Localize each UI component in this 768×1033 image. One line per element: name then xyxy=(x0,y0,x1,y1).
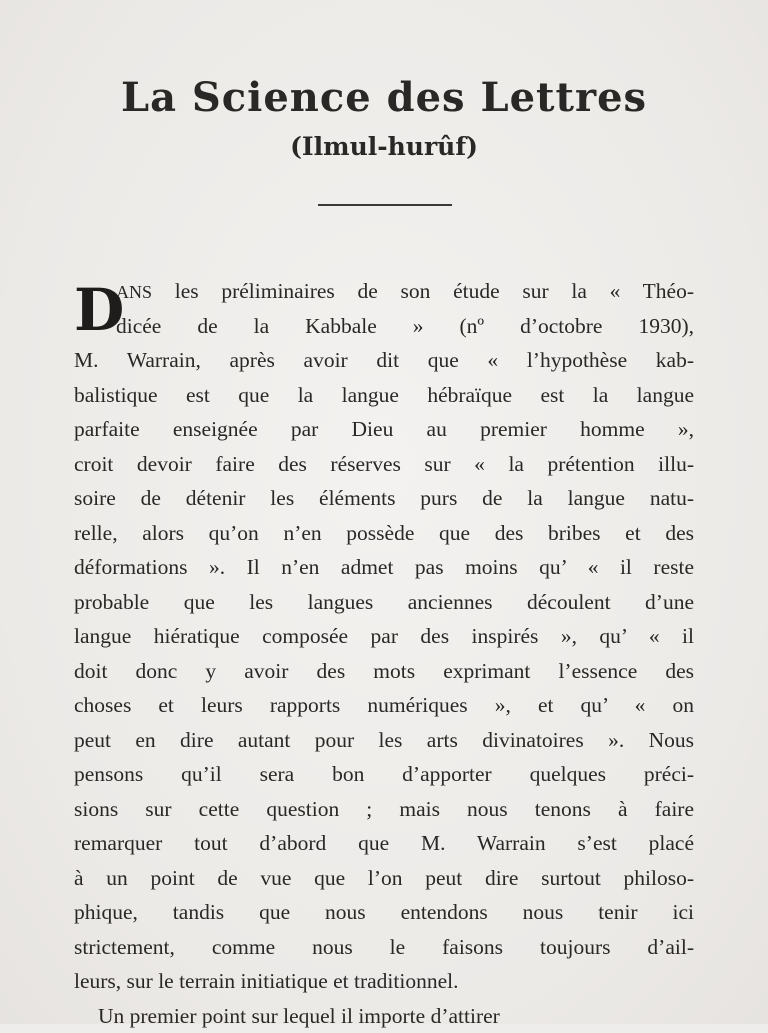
text-line: remarquer tout d’abord que M. Warrain s’est placé xyxy=(74,826,694,861)
text-line: croit devoir faire des réserves sur « la prétention illu- xyxy=(74,447,694,482)
text-line: choses et leurs rapports numériques », et qu’ « on xyxy=(74,688,694,723)
text-line: pensons qu’il sera bon d’apporter quelques préci- xyxy=(74,757,694,792)
title-divider xyxy=(318,204,452,206)
text-line: leurs, sur le terrain initiatique et traditionnel. xyxy=(74,964,694,999)
text-line: langue hiératique composée par des inspirés », qu’ « il xyxy=(74,619,694,654)
drop-cap: D xyxy=(74,280,124,340)
article-title: La Science des Lettres xyxy=(0,74,768,121)
text-line: phique, tandis que nous entendons nous tenir ici xyxy=(74,895,694,930)
text-line: probable que les langues anciennes découlent d’une xyxy=(74,585,694,620)
text-line: à un point de vue que l’on peut dire surtout philoso- xyxy=(74,861,694,896)
first-word-smallcaps: ANS xyxy=(116,282,152,302)
text-line: parfaite enseignée par Dieu au premier homme », xyxy=(74,412,694,447)
text-line: déformations ». Il n’en admet pas moins qu’ « il reste xyxy=(74,550,694,585)
article-body xyxy=(74,274,694,1033)
article-subtitle: (Ilmul-hurûf) xyxy=(0,132,768,161)
text-line: peut en dire autant pour les arts divinatoires ». Nous xyxy=(74,723,694,758)
text-line: balistique est que la langue hébraïque est la langue xyxy=(74,378,694,413)
text-line: strictement, comme nous le faisons toujours d’ail- xyxy=(74,930,694,965)
text-line-content: les préliminaires de son étude sur la « Théo- xyxy=(152,279,694,303)
paragraph-start-line: Un premier point sur lequel il importe d’attirer xyxy=(74,999,694,1033)
text-line: relle, alors qu’on n’en possède que des bribes et des xyxy=(74,516,694,551)
text-line: soire de détenir les éléments purs de la langue natu- xyxy=(74,481,694,516)
text-line xyxy=(74,274,694,309)
text-line: doit donc y avoir des mots exprimant l’essence des xyxy=(74,654,694,689)
text-line: dicée de la Kabbale » (nº d’octobre 1930), xyxy=(74,309,694,344)
text-line: M. Warrain, après avoir dit que « l’hypothèse kab- xyxy=(74,343,694,378)
text-line: sions sur cette question ; mais nous tenons à faire xyxy=(74,792,694,827)
